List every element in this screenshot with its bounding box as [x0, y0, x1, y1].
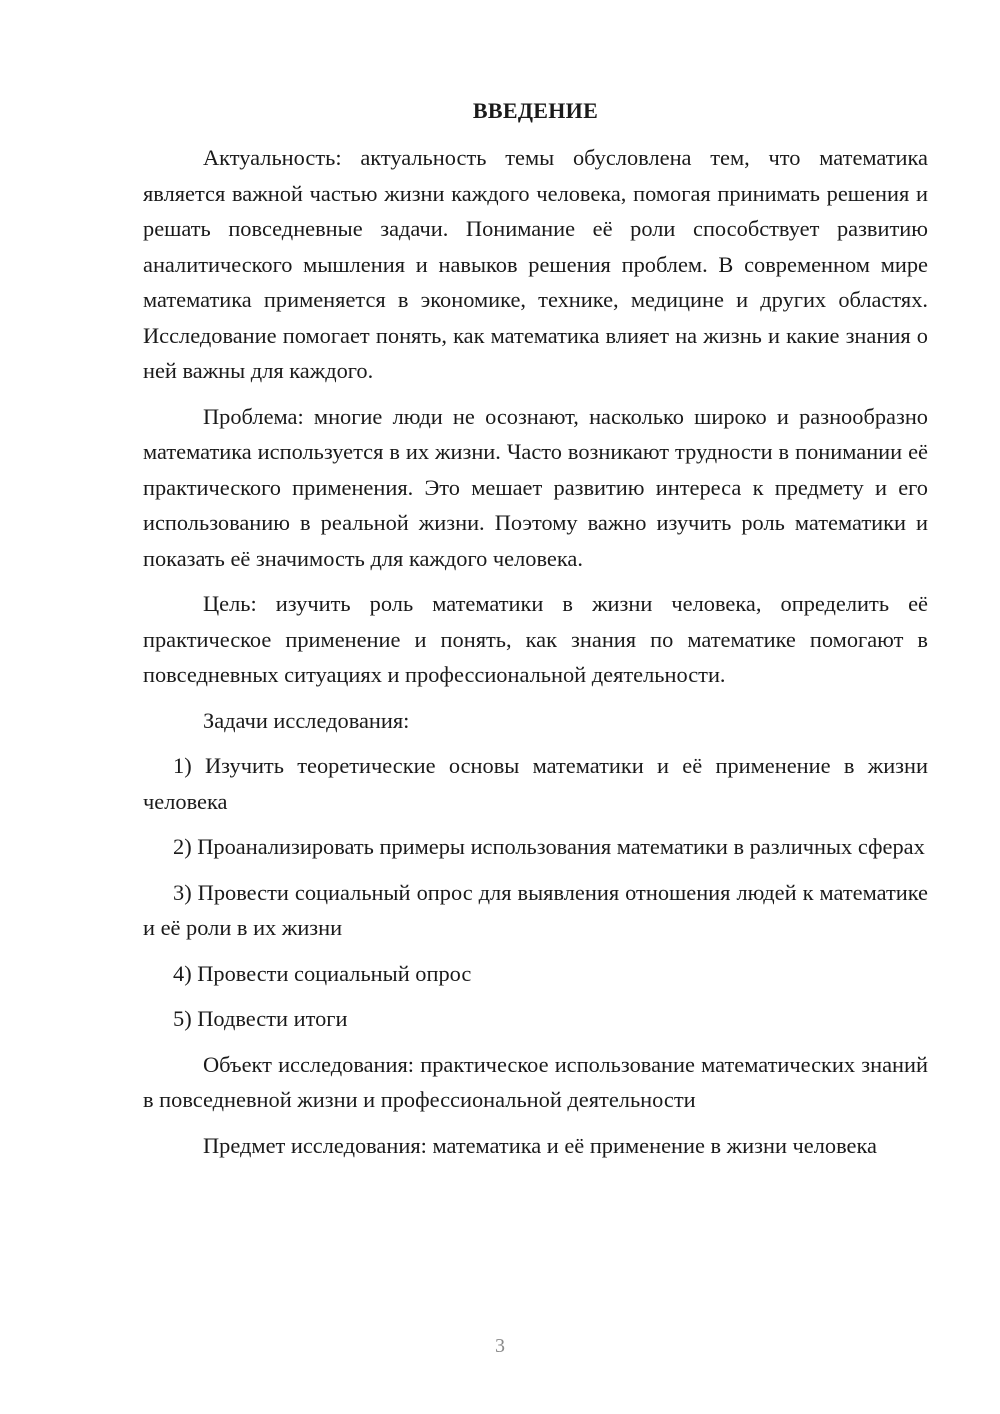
relevance-paragraph: Актуальность: актуальность темы обусловлена тем, что математика является важной частью жизни каждого человека, помогая принимать решения и решать повседневные задачи. Понимание её роли способствует развитию аналитического мышления и навыков решения проблем. В современном мире математика применяется в экономике, технике, медицине и других областях. Исследование помогает понять, как математика влияет на жизнь и какие знания о ней важны для каждого. [143, 145, 928, 383]
object-paragraph: Объект исследования: практическое использование математических знаний в повседневной жизни и профессиональной деятельности [143, 1051, 928, 1112]
task-item: 5) Подвести итоги [173, 1006, 348, 1031]
subject-paragraph: Предмет исследования: математика и её применение в жизни человека [203, 1132, 877, 1158]
task-item: 1) Изучить теоретические основы математики и её применение в жизни человека [143, 753, 928, 814]
page-number: 3 [495, 1335, 505, 1357]
task-item: 4) Провести социальный опрос [173, 960, 472, 986]
tasks-heading: Задачи исследования: [203, 707, 410, 733]
document-body [143, 140, 928, 1163]
task-item: 2) Проанализировать примеры использования математики в различных сферах [173, 834, 925, 859]
task-item: 3) Провести социальный опрос для выявления отношения людей к математике и её роли в их жизни [143, 879, 928, 940]
goal-paragraph: Цель: изучить роль математики в жизни человека, определить её практическое применение и понять, как знания по математике помогают в повседневных ситуациях и профессиональной деятельности. [143, 591, 928, 687]
page-title: ВВЕДЕНИЕ [472, 98, 599, 123]
problem-paragraph: Проблема: многие люди не осознают, насколько широко и разнообразно математика используется в их жизни. Часто возникают трудности в понимании её практического применения. Это мешает развитию интереса к предмету и его использованию в реальной жизни. Поэтому важно изучить роль математики и показать её значимость для каждого человека. [143, 403, 928, 571]
